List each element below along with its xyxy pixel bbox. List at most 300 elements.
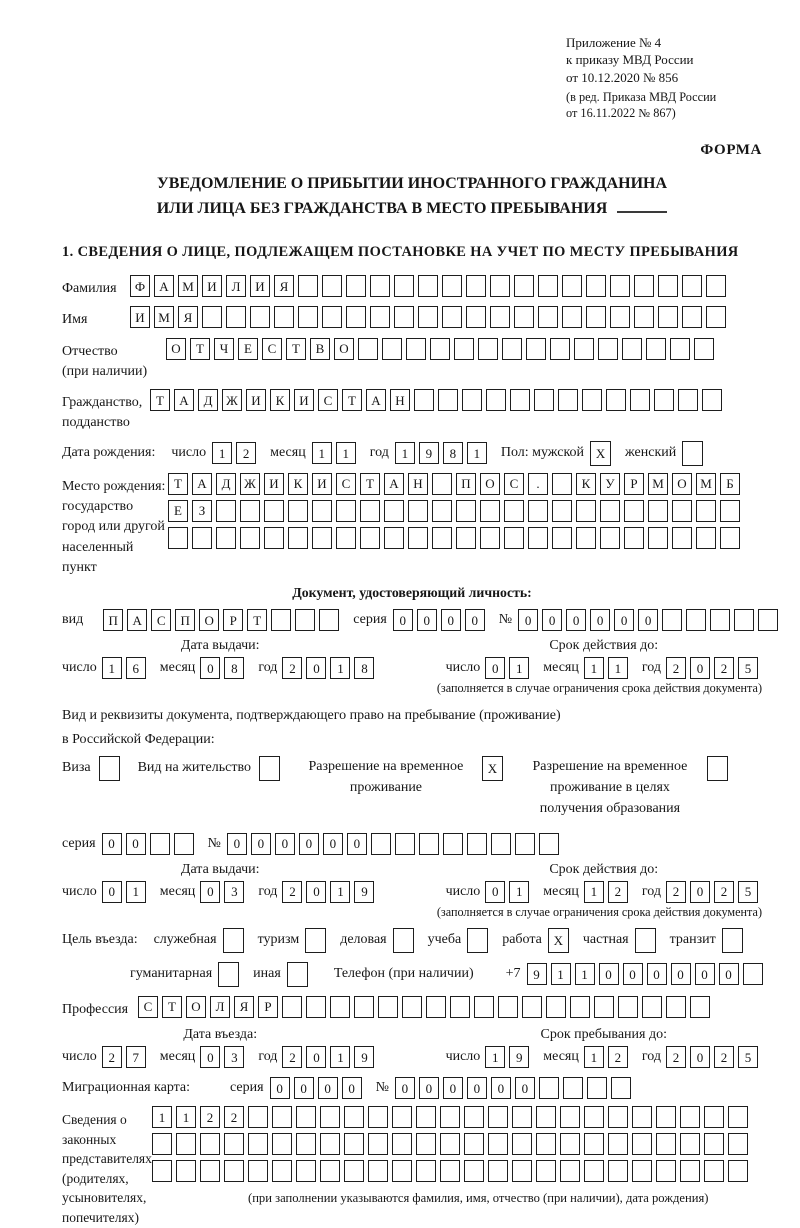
char-cell[interactable] <box>491 833 511 855</box>
char-cell[interactable] <box>682 441 703 466</box>
char-cell[interactable] <box>150 833 170 855</box>
char-cell[interactable] <box>474 996 494 1018</box>
char-cell[interactable]: 0 <box>465 609 485 631</box>
char-cell[interactable]: 9 <box>419 442 439 464</box>
char-cell[interactable]: М <box>154 306 174 328</box>
char-cell[interactable] <box>248 1106 268 1128</box>
char-cell[interactable]: Я <box>178 306 198 328</box>
char-cell[interactable] <box>218 962 239 987</box>
char-cell[interactable]: 0 <box>342 1077 362 1099</box>
char-cell[interactable]: В <box>310 338 330 360</box>
char-cell[interactable]: А <box>174 389 194 411</box>
char-cell[interactable]: Д <box>216 473 236 495</box>
char-cell[interactable]: X <box>548 928 569 953</box>
char-cell[interactable] <box>490 306 510 328</box>
char-cell[interactable] <box>558 389 578 411</box>
char-cell[interactable] <box>488 1106 508 1128</box>
char-cell[interactable] <box>432 527 452 549</box>
char-cell[interactable]: З <box>192 500 212 522</box>
char-cell[interactable]: Т <box>150 389 170 411</box>
char-cell[interactable] <box>442 275 462 297</box>
char-cell[interactable] <box>539 1077 559 1099</box>
char-cell[interactable] <box>344 1133 364 1155</box>
char-cell[interactable] <box>392 1133 412 1155</box>
char-cell[interactable] <box>360 527 380 549</box>
char-cell[interactable] <box>454 338 474 360</box>
char-cell[interactable]: 2 <box>102 1046 122 1068</box>
char-cell[interactable] <box>224 1160 244 1182</box>
char-cell[interactable]: 0 <box>294 1077 314 1099</box>
char-cell[interactable] <box>560 1133 580 1155</box>
char-cell[interactable] <box>707 756 728 781</box>
char-cell[interactable] <box>344 1106 364 1128</box>
char-cell[interactable] <box>440 1160 460 1182</box>
char-cell[interactable]: О <box>672 473 692 495</box>
char-cell[interactable] <box>682 306 702 328</box>
char-cell[interactable]: 0 <box>126 833 146 855</box>
char-cell[interactable]: 0 <box>323 833 343 855</box>
char-cell[interactable] <box>368 1106 388 1128</box>
char-cell[interactable] <box>456 500 476 522</box>
char-cell[interactable] <box>560 1106 580 1128</box>
char-cell[interactable] <box>600 500 620 522</box>
char-cell[interactable] <box>295 609 315 631</box>
char-cell[interactable] <box>680 1160 700 1182</box>
char-cell[interactable]: Т <box>190 338 210 360</box>
char-cell[interactable] <box>538 275 558 297</box>
char-cell[interactable]: Е <box>168 500 188 522</box>
char-cell[interactable] <box>384 500 404 522</box>
char-cell[interactable] <box>296 1106 316 1128</box>
char-cell[interactable]: 1 <box>152 1106 172 1128</box>
char-cell[interactable]: Ч <box>214 338 234 360</box>
char-cell[interactable]: Д <box>198 389 218 411</box>
char-cell[interactable]: И <box>250 275 270 297</box>
char-cell[interactable]: 0 <box>518 609 538 631</box>
char-cell[interactable] <box>694 338 714 360</box>
char-cell[interactable] <box>594 996 614 1018</box>
char-cell[interactable]: 0 <box>200 657 220 679</box>
char-cell[interactable]: О <box>334 338 354 360</box>
char-cell[interactable]: 0 <box>102 833 122 855</box>
char-cell[interactable]: О <box>166 338 186 360</box>
char-cell[interactable] <box>288 500 308 522</box>
char-cell[interactable] <box>608 1133 628 1155</box>
char-cell[interactable]: 0 <box>614 609 634 631</box>
char-cell[interactable]: П <box>103 609 123 631</box>
char-cell[interactable]: О <box>199 609 219 631</box>
char-cell[interactable] <box>384 527 404 549</box>
char-cell[interactable]: X <box>482 756 503 781</box>
char-cell[interactable]: 0 <box>690 1046 710 1068</box>
char-cell[interactable]: 0 <box>299 833 319 855</box>
char-cell[interactable] <box>514 275 534 297</box>
char-cell[interactable] <box>728 1106 748 1128</box>
char-cell[interactable] <box>176 1133 196 1155</box>
char-cell[interactable] <box>382 338 402 360</box>
char-cell[interactable] <box>526 338 546 360</box>
char-cell[interactable]: 0 <box>623 963 643 985</box>
char-cell[interactable]: 0 <box>515 1077 535 1099</box>
char-cell[interactable]: 8 <box>443 442 463 464</box>
char-cell[interactable]: М <box>178 275 198 297</box>
char-cell[interactable] <box>272 1160 292 1182</box>
char-cell[interactable] <box>152 1133 172 1155</box>
char-cell[interactable]: 2 <box>282 881 302 903</box>
char-cell[interactable] <box>502 338 522 360</box>
char-cell[interactable]: И <box>312 473 332 495</box>
char-cell[interactable] <box>414 389 434 411</box>
char-cell[interactable]: 0 <box>695 963 715 985</box>
char-cell[interactable] <box>734 609 754 631</box>
char-cell[interactable] <box>608 1160 628 1182</box>
char-cell[interactable] <box>682 275 702 297</box>
char-cell[interactable]: 9 <box>509 1046 529 1068</box>
char-cell[interactable]: Р <box>258 996 278 1018</box>
char-cell[interactable]: 0 <box>671 963 691 985</box>
char-cell[interactable] <box>406 338 426 360</box>
char-cell[interactable] <box>296 1160 316 1182</box>
char-cell[interactable] <box>743 963 763 985</box>
char-cell[interactable]: 1 <box>176 1106 196 1128</box>
char-cell[interactable] <box>498 996 518 1018</box>
char-cell[interactable] <box>419 833 439 855</box>
char-cell[interactable]: 1 <box>126 881 146 903</box>
char-cell[interactable] <box>512 1106 532 1128</box>
char-cell[interactable] <box>322 306 342 328</box>
char-cell[interactable] <box>758 609 778 631</box>
char-cell[interactable] <box>418 275 438 297</box>
char-cell[interactable] <box>298 306 318 328</box>
char-cell[interactable] <box>467 833 487 855</box>
char-cell[interactable]: 8 <box>224 657 244 679</box>
char-cell[interactable] <box>706 306 726 328</box>
char-cell[interactable] <box>250 306 270 328</box>
char-cell[interactable]: С <box>262 338 282 360</box>
char-cell[interactable] <box>393 928 414 953</box>
char-cell[interactable] <box>466 275 486 297</box>
char-cell[interactable] <box>259 756 280 781</box>
char-cell[interactable] <box>706 275 726 297</box>
char-cell[interactable]: 2 <box>200 1106 220 1128</box>
char-cell[interactable] <box>672 500 692 522</box>
char-cell[interactable]: 0 <box>590 609 610 631</box>
char-cell[interactable] <box>582 389 602 411</box>
char-cell[interactable] <box>464 1133 484 1155</box>
char-cell[interactable] <box>562 306 582 328</box>
char-cell[interactable] <box>344 1160 364 1182</box>
char-cell[interactable]: 9 <box>354 1046 374 1068</box>
char-cell[interactable]: 1 <box>584 881 604 903</box>
char-cell[interactable] <box>686 609 706 631</box>
char-cell[interactable] <box>305 928 326 953</box>
char-cell[interactable] <box>728 1133 748 1155</box>
char-cell[interactable] <box>192 527 212 549</box>
char-cell[interactable]: А <box>384 473 404 495</box>
char-cell[interactable]: 8 <box>354 657 374 679</box>
char-cell[interactable]: 0 <box>200 881 220 903</box>
char-cell[interactable]: П <box>175 609 195 631</box>
char-cell[interactable]: 0 <box>485 881 505 903</box>
char-cell[interactable] <box>552 500 572 522</box>
char-cell[interactable] <box>646 338 666 360</box>
char-cell[interactable] <box>632 1160 652 1182</box>
char-cell[interactable] <box>584 1133 604 1155</box>
char-cell[interactable] <box>392 1160 412 1182</box>
char-cell[interactable]: И <box>202 275 222 297</box>
char-cell[interactable]: 0 <box>566 609 586 631</box>
char-cell[interactable]: X <box>590 441 611 466</box>
char-cell[interactable] <box>656 1106 676 1128</box>
char-cell[interactable] <box>608 1106 628 1128</box>
char-cell[interactable]: 2 <box>224 1106 244 1128</box>
char-cell[interactable]: 0 <box>393 609 413 631</box>
char-cell[interactable] <box>680 1133 700 1155</box>
char-cell[interactable] <box>528 500 548 522</box>
char-cell[interactable]: . <box>528 473 548 495</box>
char-cell[interactable]: Т <box>286 338 306 360</box>
char-cell[interactable]: Ж <box>222 389 242 411</box>
char-cell[interactable] <box>634 306 654 328</box>
char-cell[interactable] <box>226 306 246 328</box>
char-cell[interactable]: 2 <box>608 1046 628 1068</box>
char-cell[interactable]: К <box>576 473 596 495</box>
char-cell[interactable]: 1 <box>312 442 332 464</box>
char-cell[interactable] <box>632 1133 652 1155</box>
char-cell[interactable]: 2 <box>714 1046 734 1068</box>
char-cell[interactable]: 7 <box>126 1046 146 1068</box>
char-cell[interactable] <box>368 1160 388 1182</box>
char-cell[interactable]: 0 <box>102 881 122 903</box>
char-cell[interactable] <box>248 1160 268 1182</box>
char-cell[interactable] <box>656 1133 676 1155</box>
char-cell[interactable]: 2 <box>666 657 686 679</box>
char-cell[interactable] <box>622 338 642 360</box>
char-cell[interactable] <box>562 275 582 297</box>
char-cell[interactable] <box>490 275 510 297</box>
char-cell[interactable] <box>610 275 630 297</box>
char-cell[interactable]: Ж <box>240 473 260 495</box>
char-cell[interactable] <box>200 1160 220 1182</box>
char-cell[interactable] <box>346 306 366 328</box>
char-cell[interactable] <box>600 527 620 549</box>
char-cell[interactable] <box>611 1077 631 1099</box>
char-cell[interactable] <box>312 500 332 522</box>
char-cell[interactable] <box>440 1106 460 1128</box>
char-cell[interactable] <box>680 1106 700 1128</box>
char-cell[interactable]: А <box>154 275 174 297</box>
char-cell[interactable] <box>248 1133 268 1155</box>
char-cell[interactable]: 0 <box>318 1077 338 1099</box>
char-cell[interactable]: 1 <box>584 657 604 679</box>
char-cell[interactable]: 1 <box>330 1046 350 1068</box>
char-cell[interactable] <box>272 1106 292 1128</box>
char-cell[interactable] <box>552 527 572 549</box>
char-cell[interactable] <box>456 527 476 549</box>
char-cell[interactable] <box>504 527 524 549</box>
char-cell[interactable]: М <box>696 473 716 495</box>
char-cell[interactable]: 1 <box>509 657 529 679</box>
char-cell[interactable] <box>624 527 644 549</box>
char-cell[interactable]: 9 <box>354 881 374 903</box>
char-cell[interactable] <box>360 500 380 522</box>
char-cell[interactable]: Я <box>234 996 254 1018</box>
char-cell[interactable] <box>610 306 630 328</box>
char-cell[interactable]: Т <box>162 996 182 1018</box>
char-cell[interactable]: И <box>264 473 284 495</box>
char-cell[interactable] <box>287 962 308 987</box>
char-cell[interactable]: 1 <box>395 442 415 464</box>
char-cell[interactable] <box>462 389 482 411</box>
char-cell[interactable] <box>522 996 542 1018</box>
char-cell[interactable]: 0 <box>467 1077 487 1099</box>
char-cell[interactable]: М <box>648 473 668 495</box>
char-cell[interactable]: 2 <box>666 881 686 903</box>
char-cell[interactable]: 5 <box>738 881 758 903</box>
char-cell[interactable] <box>678 389 698 411</box>
char-cell[interactable] <box>392 1106 412 1128</box>
char-cell[interactable]: 1 <box>467 442 487 464</box>
char-cell[interactable]: 0 <box>690 657 710 679</box>
char-cell[interactable]: 1 <box>212 442 232 464</box>
char-cell[interactable] <box>696 527 716 549</box>
char-cell[interactable] <box>152 1160 172 1182</box>
char-cell[interactable] <box>240 527 260 549</box>
char-cell[interactable] <box>634 275 654 297</box>
char-cell[interactable] <box>443 833 463 855</box>
char-cell[interactable]: 0 <box>491 1077 511 1099</box>
char-cell[interactable] <box>488 1133 508 1155</box>
char-cell[interactable]: Н <box>390 389 410 411</box>
char-cell[interactable]: 0 <box>443 1077 463 1099</box>
char-cell[interactable]: Е <box>238 338 258 360</box>
char-cell[interactable] <box>320 1106 340 1128</box>
char-cell[interactable]: 0 <box>306 657 326 679</box>
char-cell[interactable]: А <box>366 389 386 411</box>
char-cell[interactable] <box>416 1106 436 1128</box>
char-cell[interactable]: 0 <box>417 609 437 631</box>
char-cell[interactable] <box>346 275 366 297</box>
char-cell[interactable]: О <box>480 473 500 495</box>
char-cell[interactable]: С <box>318 389 338 411</box>
char-cell[interactable]: 5 <box>738 657 758 679</box>
char-cell[interactable] <box>656 1160 676 1182</box>
char-cell[interactable] <box>618 996 638 1018</box>
char-cell[interactable] <box>514 306 534 328</box>
char-cell[interactable]: 1 <box>584 1046 604 1068</box>
char-cell[interactable] <box>306 996 326 1018</box>
char-cell[interactable] <box>720 500 740 522</box>
char-cell[interactable]: 2 <box>282 657 302 679</box>
char-cell[interactable]: К <box>288 473 308 495</box>
char-cell[interactable] <box>696 500 716 522</box>
char-cell[interactable] <box>202 306 222 328</box>
char-cell[interactable] <box>394 275 414 297</box>
char-cell[interactable]: П <box>456 473 476 495</box>
char-cell[interactable]: К <box>270 389 290 411</box>
char-cell[interactable]: 2 <box>714 881 734 903</box>
char-cell[interactable] <box>584 1160 604 1182</box>
char-cell[interactable] <box>722 928 743 953</box>
char-cell[interactable] <box>666 996 686 1018</box>
char-cell[interactable] <box>224 1133 244 1155</box>
char-cell[interactable]: 6 <box>126 657 146 679</box>
char-cell[interactable] <box>378 996 398 1018</box>
char-cell[interactable]: 1 <box>575 963 595 985</box>
char-cell[interactable] <box>486 389 506 411</box>
char-cell[interactable] <box>648 500 668 522</box>
char-cell[interactable]: Я <box>274 275 294 297</box>
char-cell[interactable]: 0 <box>270 1077 290 1099</box>
char-cell[interactable] <box>504 500 524 522</box>
char-cell[interactable] <box>282 996 302 1018</box>
char-cell[interactable] <box>632 1106 652 1128</box>
char-cell[interactable] <box>510 389 530 411</box>
char-cell[interactable]: С <box>151 609 171 631</box>
char-cell[interactable] <box>642 996 662 1018</box>
char-cell[interactable]: С <box>138 996 158 1018</box>
char-cell[interactable] <box>408 527 428 549</box>
char-cell[interactable] <box>336 500 356 522</box>
char-cell[interactable]: 9 <box>527 963 547 985</box>
char-cell[interactable] <box>176 1160 196 1182</box>
char-cell[interactable] <box>408 500 428 522</box>
char-cell[interactable] <box>720 527 740 549</box>
char-cell[interactable]: Т <box>360 473 380 495</box>
char-cell[interactable]: 2 <box>282 1046 302 1068</box>
char-cell[interactable]: Т <box>342 389 362 411</box>
char-cell[interactable] <box>370 275 390 297</box>
char-cell[interactable] <box>528 527 548 549</box>
char-cell[interactable]: 0 <box>542 609 562 631</box>
char-cell[interactable] <box>216 500 236 522</box>
char-cell[interactable]: 5 <box>738 1046 758 1068</box>
char-cell[interactable] <box>394 306 414 328</box>
char-cell[interactable] <box>426 996 446 1018</box>
char-cell[interactable] <box>168 527 188 549</box>
char-cell[interactable]: 3 <box>224 881 244 903</box>
char-cell[interactable] <box>240 500 260 522</box>
char-cell[interactable] <box>264 500 284 522</box>
char-cell[interactable] <box>630 389 650 411</box>
char-cell[interactable] <box>552 473 572 495</box>
char-cell[interactable]: 0 <box>395 1077 415 1099</box>
char-cell[interactable] <box>704 1133 724 1155</box>
char-cell[interactable]: Н <box>408 473 428 495</box>
char-cell[interactable] <box>466 306 486 328</box>
char-cell[interactable]: А <box>127 609 147 631</box>
char-cell[interactable] <box>512 1133 532 1155</box>
char-cell[interactable]: С <box>336 473 356 495</box>
char-cell[interactable] <box>395 833 415 855</box>
char-cell[interactable] <box>728 1160 748 1182</box>
char-cell[interactable] <box>174 833 194 855</box>
char-cell[interactable]: 2 <box>236 442 256 464</box>
char-cell[interactable] <box>416 1133 436 1155</box>
char-cell[interactable]: 2 <box>666 1046 686 1068</box>
char-cell[interactable]: 0 <box>306 881 326 903</box>
char-cell[interactable]: А <box>192 473 212 495</box>
char-cell[interactable] <box>574 338 594 360</box>
char-cell[interactable]: 0 <box>419 1077 439 1099</box>
char-cell[interactable] <box>271 609 291 631</box>
char-cell[interactable]: И <box>246 389 266 411</box>
char-cell[interactable] <box>576 500 596 522</box>
char-cell[interactable] <box>584 1106 604 1128</box>
char-cell[interactable] <box>560 1160 580 1182</box>
char-cell[interactable] <box>658 275 678 297</box>
char-cell[interactable] <box>464 1160 484 1182</box>
